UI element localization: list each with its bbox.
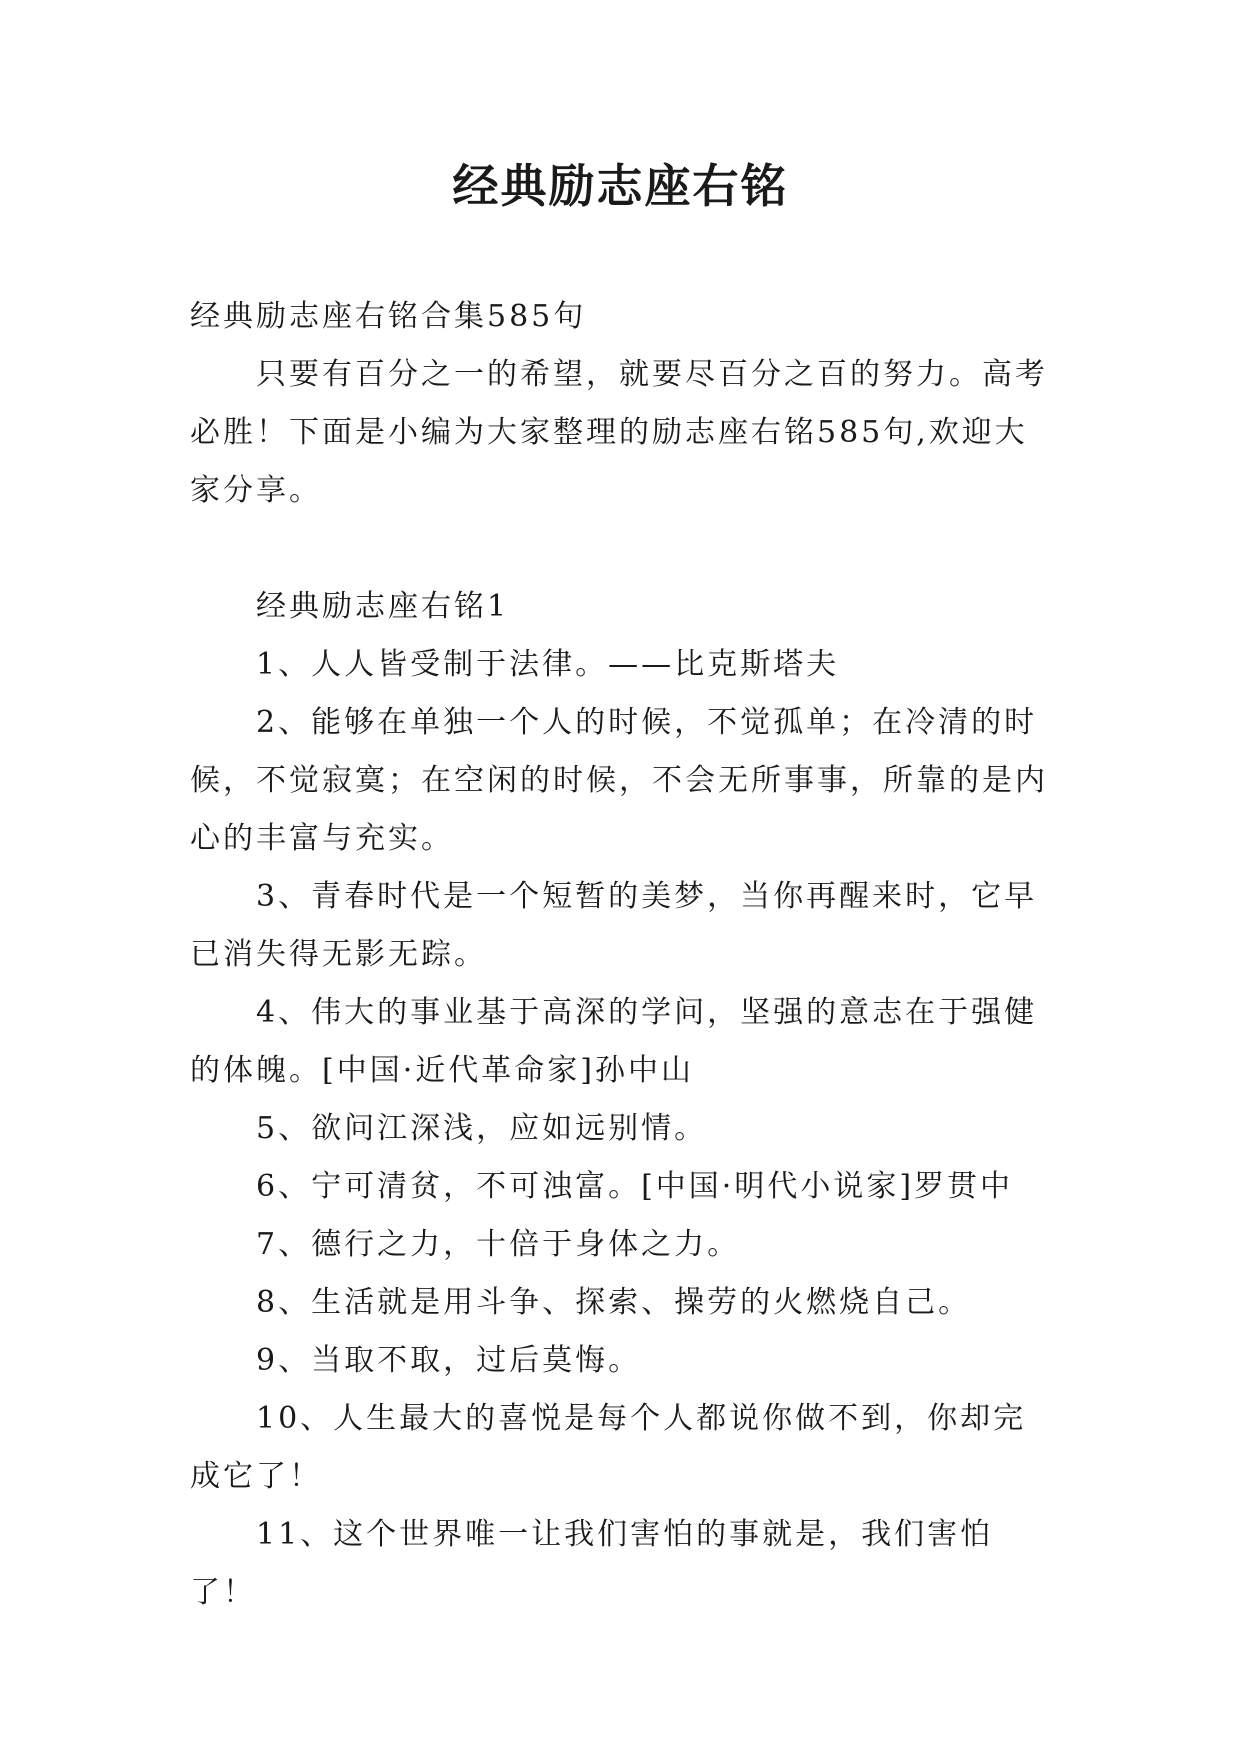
- list-item: 1、人人皆受制于法律。——比克斯塔夫: [256, 647, 840, 682]
- intro-paragraph: 只要有百分之一的希望，就要尽百分之百的努力。高考必胜！下面是小编为大家整理的励志座右铭585句,欢迎大家分享。: [190, 357, 1048, 508]
- list-item: 2、能够在单独一个人的时候，不觉孤单；在冷清的时候，不觉寂寞；在空闲的时候，不会无所事事，所靠的是内心的丰富与充实。: [190, 705, 1048, 856]
- section-heading: 经典励志座右铭1: [256, 589, 510, 624]
- list-item: 6、宁可清贫，不可浊富。[中国·明代小说家]罗贯中: [256, 1169, 1014, 1204]
- list-item: 7、德行之力，十倍于身体之力。: [256, 1227, 741, 1262]
- list-item: 4、伟大的事业基于高深的学问，坚强的意志在于强健的体魄。[中国·近代革命家]孙中山: [190, 995, 1038, 1088]
- list-item: 5、欲问江深浅，应如远别情。: [256, 1111, 708, 1146]
- list-item: 11、这个世界唯一让我们害怕的事就是，我们害怕了！: [190, 1517, 994, 1610]
- list-item: 9、当取不取，过后莫悔。: [256, 1343, 642, 1378]
- document-body: [190, 288, 1050, 1622]
- page-title: 经典励志座右铭: [452, 159, 789, 213]
- subtitle: 经典励志座右铭合集585句: [190, 299, 587, 334]
- list-item: 3、青春时代是一个短暂的美梦，当你再醒来时，它早已消失得无影无踪。: [190, 879, 1038, 972]
- list-item: 8、生活就是用斗争、探索、操劳的火燃烧自己。: [256, 1285, 972, 1320]
- list-item: 10、人生最大的喜悦是每个人都说你做不到，你却完成它了！: [190, 1401, 1027, 1494]
